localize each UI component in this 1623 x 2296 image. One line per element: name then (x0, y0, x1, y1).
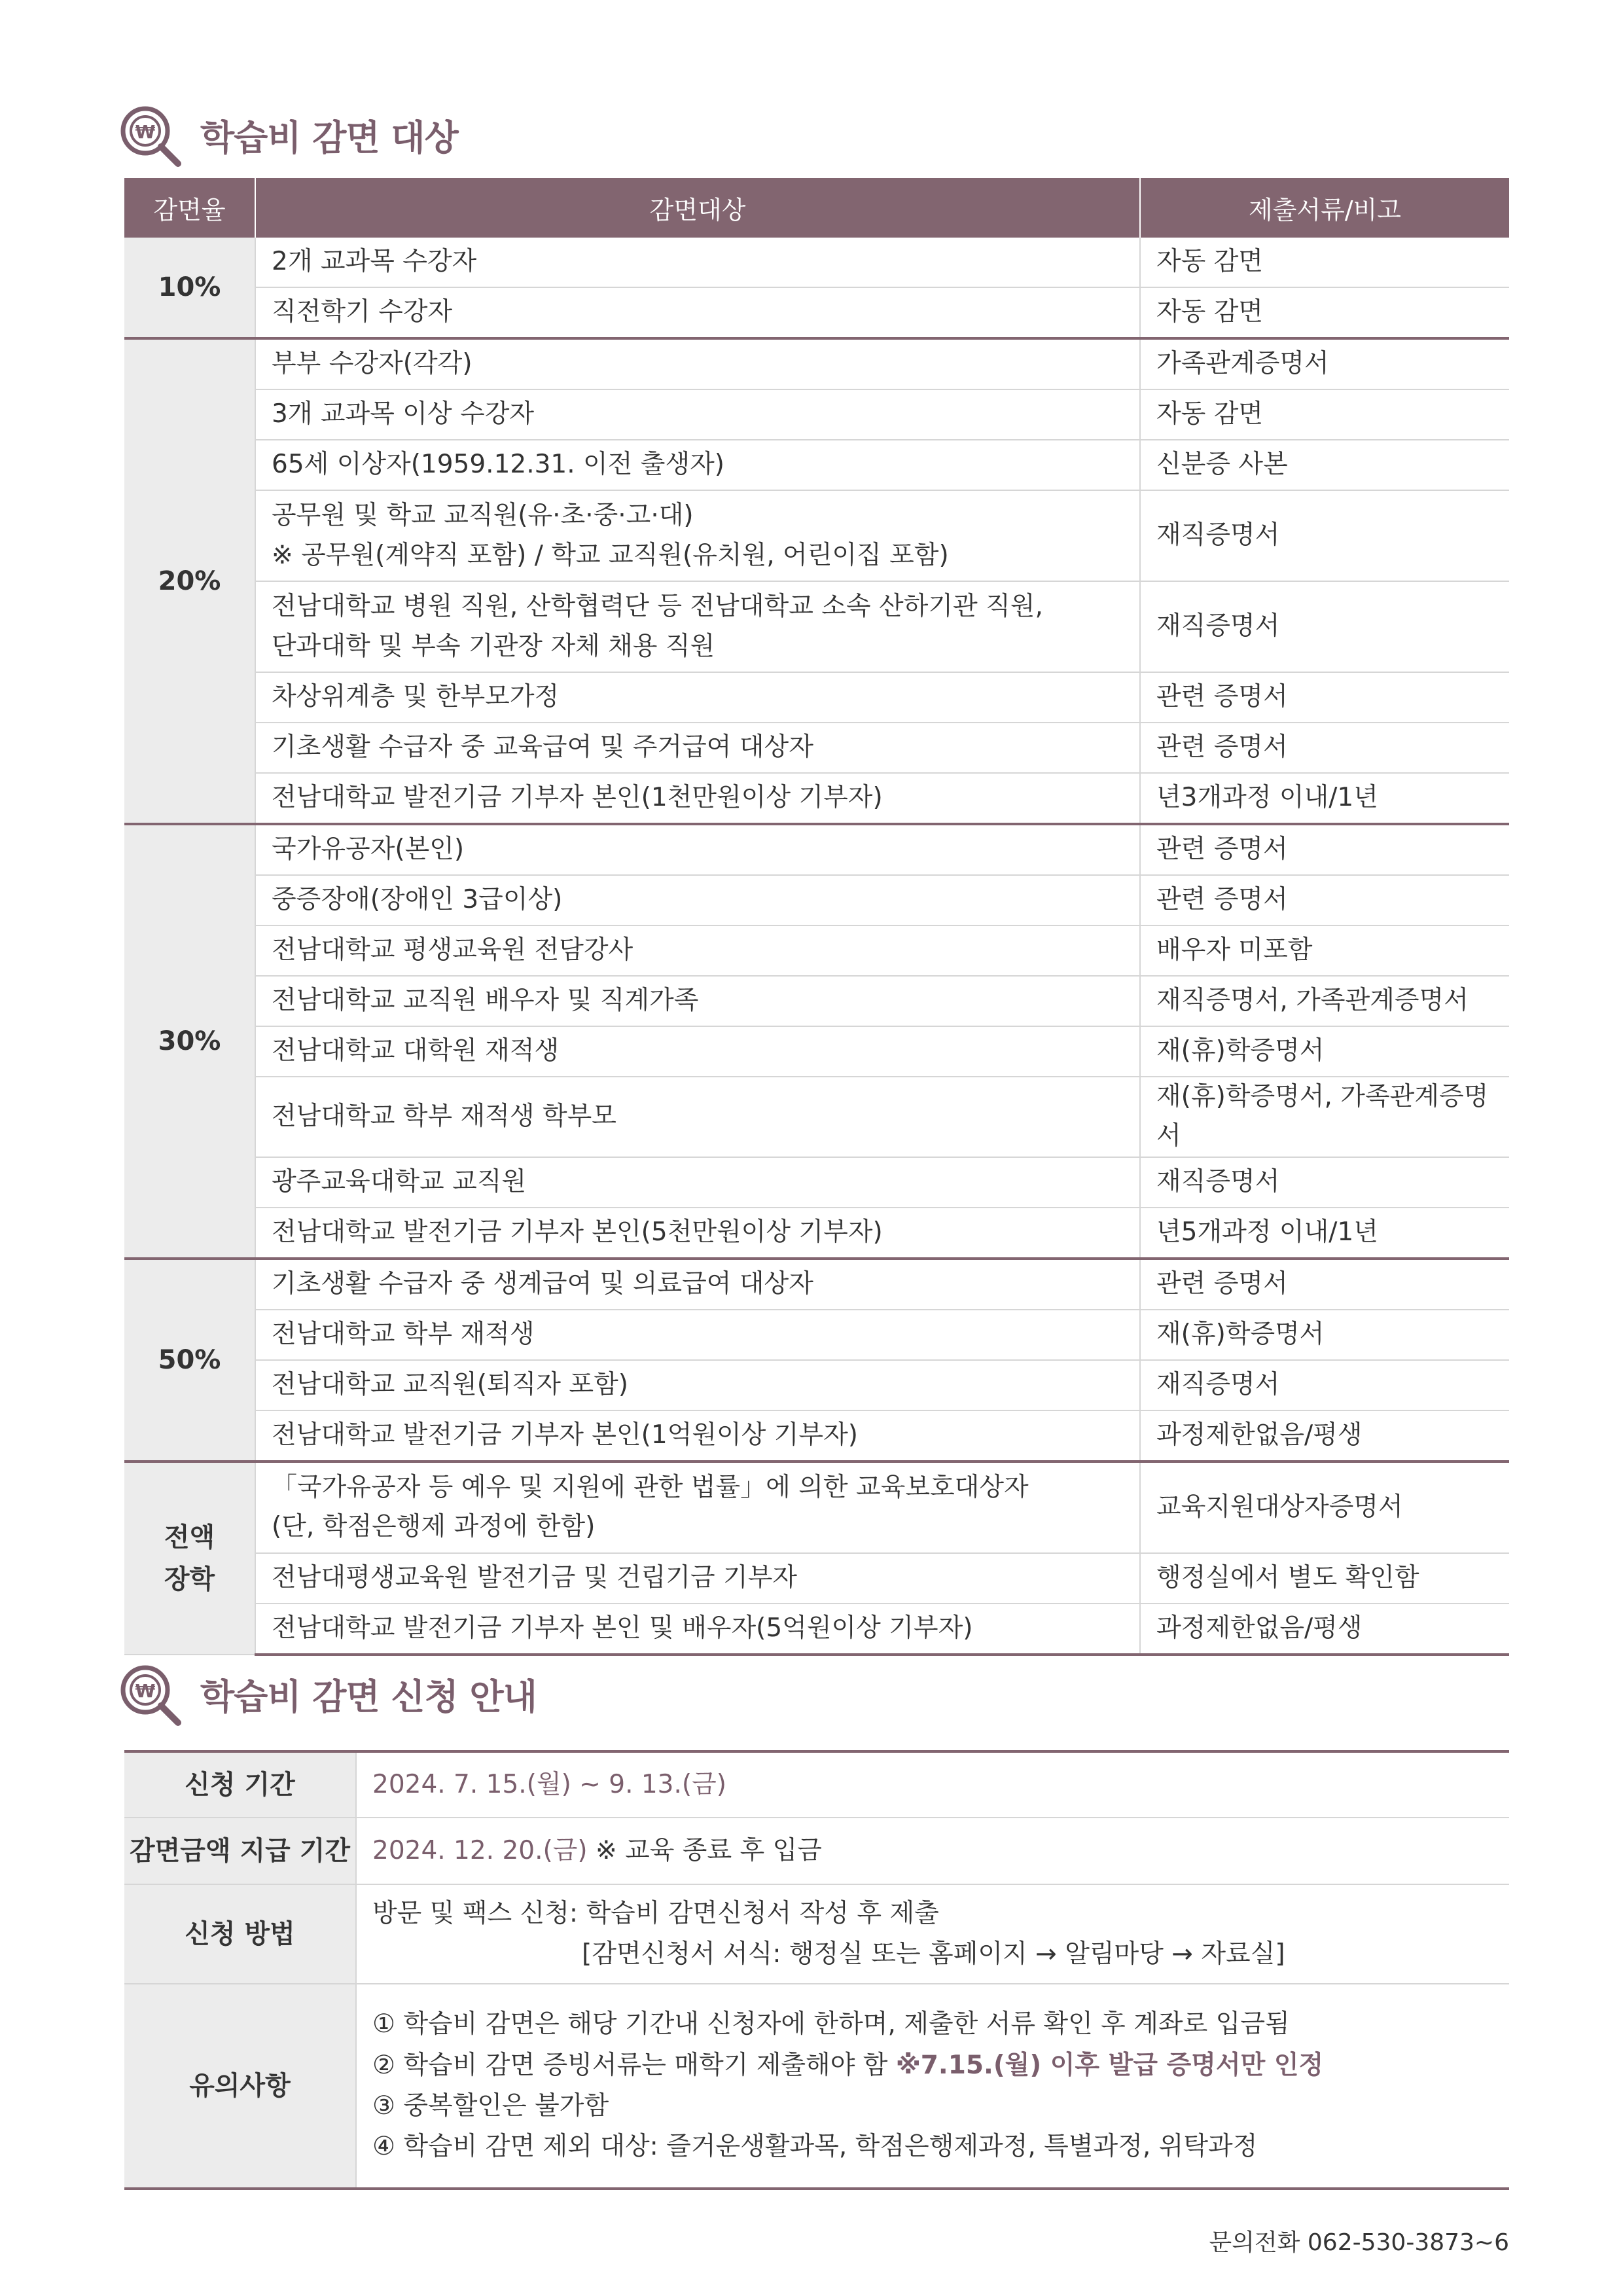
target-cell: 전남대학교 학부 재적생 (255, 1310, 1140, 1360)
table-row (124, 581, 1509, 672)
table-row (124, 824, 1509, 875)
document-cell: 재(휴)학증명서 (1140, 1310, 1509, 1360)
target-cell: 국가유공자(본인) (255, 824, 1140, 875)
target-cell: 전남대학교 발전기금 기부자 본인(5천만원이상 기부자) (255, 1208, 1140, 1259)
table-row (124, 1026, 1509, 1077)
document-cell: 재직증명서 (1140, 1360, 1509, 1410)
table-row (124, 723, 1509, 773)
table-row (124, 1157, 1509, 1208)
table-row (124, 875, 1509, 925)
target-cell: 전남대학교 발전기금 기부자 본인(1억원이상 기부자) (255, 1410, 1140, 1462)
table-row (124, 925, 1509, 976)
target-cell: 차상위계층 및 한부모가정 (255, 672, 1140, 723)
document-cell: 관련 증명서 (1140, 875, 1509, 925)
target-cell: 2개 교과목 수강자 (255, 238, 1140, 287)
document-cell: 재직증명서 (1140, 581, 1509, 672)
table-row (124, 1310, 1509, 1360)
table-row (124, 773, 1509, 824)
document-cell: 과정제한없음/평생 (1140, 1410, 1509, 1462)
table-row (124, 672, 1509, 723)
guide-label: 유의사항 (124, 1984, 356, 2189)
guide-label: 신청 기간 (124, 1751, 356, 1818)
table-row (124, 238, 1509, 287)
target-cell: 전남대학교 학부 재적생 학부모 (255, 1077, 1140, 1157)
target-cell: 부부 수강자(각각) (255, 338, 1140, 389)
section-title: 학습비 감면 대상 (200, 117, 458, 158)
target-cell: 전남대학교 발전기금 기부자 본인 및 배우자(5억원이상 기부자) (255, 1604, 1140, 1655)
guide-row-payment (124, 1818, 1509, 1884)
target-cell: 공무원 및 학교 교직원(유·초·중·고·대) ※ 공무원(계약직 포함) / 학교 교직원(유치원, 어린이집 포함) (255, 490, 1140, 581)
guide-row-method (124, 1884, 1509, 1984)
document-cell: 자동 감면 (1140, 238, 1509, 287)
target-cell: 전남대학교 교직원(퇴직자 포함) (255, 1360, 1140, 1410)
document-cell: 신분증 사본 (1140, 440, 1509, 490)
document-cell: 관련 증명서 (1140, 723, 1509, 773)
discount-rate-cell: 전액 장학 (124, 1462, 255, 1655)
document-cell: 년5개과정 이내/1년 (1140, 1208, 1509, 1259)
table-row (124, 976, 1509, 1026)
svg-text:₩: ₩ (135, 1680, 156, 1702)
target-cell: 전남대학교 병원 직원, 산학협력단 등 전남대학교 소속 산하기관 직원, 단과대학 및 부속 기관장 자체 채용 직원 (255, 581, 1140, 672)
document-cell: 행정실에서 별도 확인함 (1140, 1553, 1509, 1604)
table-row (124, 440, 1509, 490)
guide-row-notes (124, 1984, 1509, 2189)
section-title: 학습비 감면 신청 안내 (200, 1676, 537, 1717)
won-search-icon (116, 1661, 182, 1727)
discount-rate-cell: 50% (124, 1259, 255, 1462)
target-cell: 광주교육대학교 교직원 (255, 1157, 1140, 1208)
table-header-row (124, 178, 1509, 238)
document-cell: 재직증명서 (1140, 1157, 1509, 1208)
header-documents: 제출서류/비고 (1140, 178, 1509, 238)
document-cell: 관련 증명서 (1140, 1259, 1509, 1310)
guide-value: 방문 및 팩스 신청: 학습비 감면신청서 작성 후 제출 [감면신청서 서식: 행정실 또는 홈페이지 → 알림마당 → 자료실] (356, 1884, 1509, 1984)
document-cell: 관련 증명서 (1140, 672, 1509, 723)
target-cell: 3개 교과목 이상 수강자 (255, 389, 1140, 440)
header-rate: 감면율 (124, 178, 255, 238)
guide-label: 감면금액 지급 기간 (124, 1818, 356, 1884)
target-cell: 전남대학교 교직원 배우자 및 직계가족 (255, 976, 1140, 1026)
svg-text:₩: ₩ (135, 121, 156, 143)
document-cell: 자동 감면 (1140, 287, 1509, 338)
section-header-application-guide (116, 1661, 537, 1727)
document-cell: 재(휴)학증명서, 가족관계증명서 (1140, 1077, 1509, 1157)
document-cell: 년3개과정 이내/1년 (1140, 773, 1509, 824)
target-cell: 중증장애(장애인 3급이상) (255, 875, 1140, 925)
guide-value: 2024. 12. 20.(금) ※ 교육 종료 후 입금 (356, 1818, 1509, 1884)
guide-label: 신청 방법 (124, 1884, 356, 1984)
document-cell: 가족관계증명서 (1140, 338, 1509, 389)
table-row (124, 1410, 1509, 1462)
discount-rate-cell: 30% (124, 824, 255, 1259)
table-row (124, 338, 1509, 389)
document-cell: 배우자 미포함 (1140, 925, 1509, 976)
won-search-icon (116, 102, 182, 168)
guide-value: ① 학습비 감면은 해당 기간내 신청자에 한하며, 제출한 서류 확인 후 계좌로 입금됨 ② 학습비 감면 증빙서류는 매학기 제출해야 함 ※7.15.(월) 이후 발급 증명서만 인정 ③ 중복할인은 불가함 ④ 학습비 감면 제외 대상: 즐거운생활과목, 학점은행제과정, 특별과정, 위탁과정 (356, 1984, 1509, 2189)
document-cell: 과정제한없음/평생 (1140, 1604, 1509, 1655)
document-cell: 자동 감면 (1140, 389, 1509, 440)
table-row (124, 1360, 1509, 1410)
target-cell: 기초생활 수급자 중 교육급여 및 주거급여 대상자 (255, 723, 1140, 773)
document-cell: 재(휴)학증명서 (1140, 1026, 1509, 1077)
document-cell: 교육지원대상자증명서 (1140, 1462, 1509, 1553)
discount-target-table (124, 178, 1509, 1656)
target-cell: 전남대평생교육원 발전기금 및 건립기금 기부자 (255, 1553, 1140, 1604)
target-cell: 65세 이상자(1959.12.31. 이전 출생자) (255, 440, 1140, 490)
table-row (124, 490, 1509, 581)
table-row (124, 389, 1509, 440)
table-row (124, 1208, 1509, 1259)
document-cell: 재직증명서 (1140, 490, 1509, 581)
guide-value: 2024. 7. 15.(월) ~ 9. 13.(금) (356, 1751, 1509, 1818)
discount-rate-cell: 20% (124, 338, 255, 824)
target-cell: 「국가유공자 등 예우 및 지원에 관한 법률」에 의한 교육보호대상자 (단, 학점은행제 과정에 한함) (255, 1462, 1140, 1553)
table-row (124, 287, 1509, 338)
document-cell: 관련 증명서 (1140, 824, 1509, 875)
table-row (124, 1462, 1509, 1553)
section-header-discount-targets (116, 102, 458, 168)
target-cell: 전남대학교 평생교육원 전담강사 (255, 925, 1140, 976)
contact-phone: 문의전화 062-530-3873~6 (1209, 2229, 1509, 2256)
discount-rate-cell: 10% (124, 238, 255, 338)
target-cell: 기초생활 수급자 중 생계급여 및 의료급여 대상자 (255, 1259, 1140, 1310)
table-row (124, 1077, 1509, 1157)
header-target: 감면대상 (255, 178, 1140, 238)
target-cell: 전남대학교 대학원 재적생 (255, 1026, 1140, 1077)
application-guide-table (124, 1750, 1509, 2190)
table-row (124, 1259, 1509, 1310)
document-cell: 재직증명서, 가족관계증명서 (1140, 976, 1509, 1026)
table-row (124, 1604, 1509, 1655)
table-row (124, 1553, 1509, 1604)
guide-row-period (124, 1751, 1509, 1818)
target-cell: 전남대학교 발전기금 기부자 본인(1천만원이상 기부자) (255, 773, 1140, 824)
target-cell: 직전학기 수강자 (255, 287, 1140, 338)
